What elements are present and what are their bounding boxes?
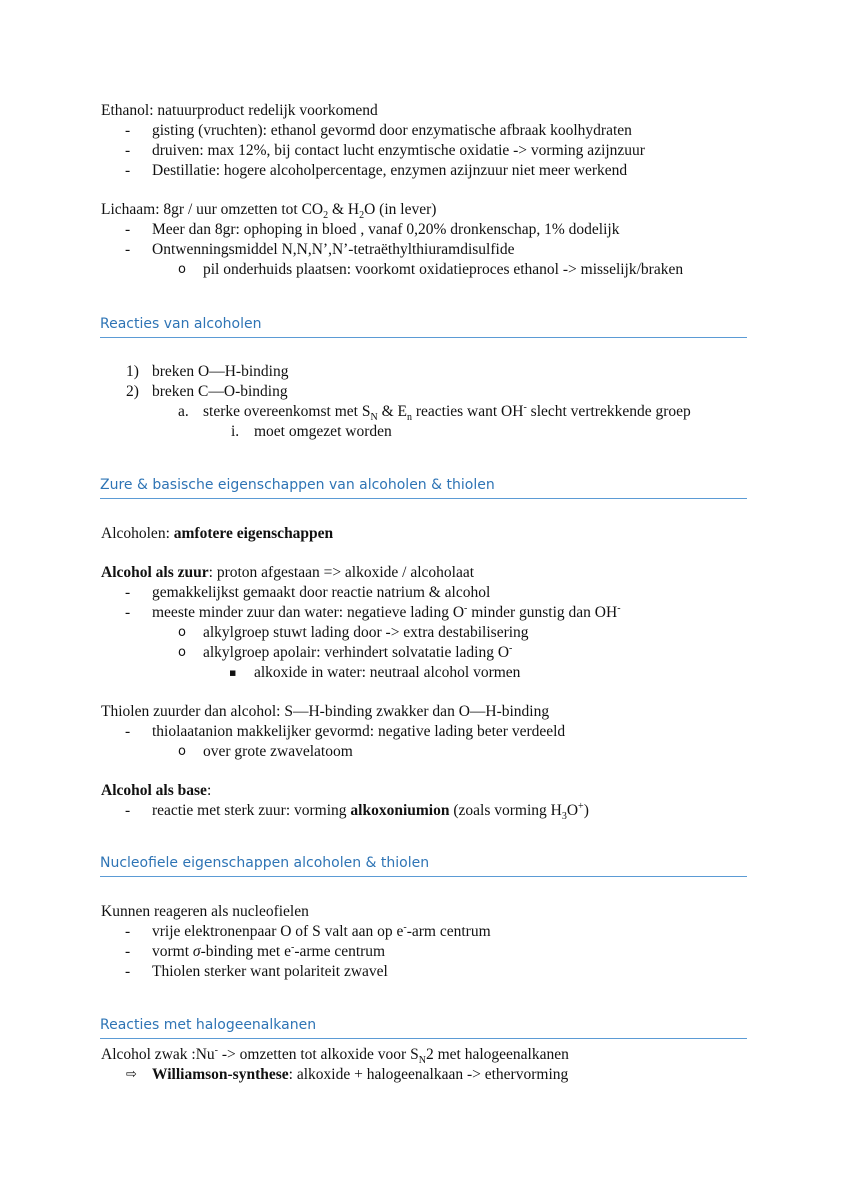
list-roman: i. — [231, 423, 240, 440]
bullet-circle: o — [178, 262, 186, 277]
ethanol-title: Ethanol: natuurproduct redelijk voorkomend — [101, 102, 378, 119]
bullet-dash: - — [125, 963, 131, 980]
lichaam-title: Lichaam: 8gr / uur omzetten tot $CO_2$ & $H_2O$ (in lever) — [101, 201, 437, 222]
lichaam-subitem-1: pil onderhuids plaatsen: voorkomt oxidatieproces ethanol -> misselijk/braken — [203, 261, 684, 278]
zuur-subitem-1: alkylgroep stuwt lading door -> extra destabilisering — [203, 624, 529, 641]
reacties-subsubitem-i: moet omgezet worden — [254, 423, 392, 440]
lichaam-item-1: Meer dan 8gr: ophoping in bloed , vanaf 0,20% dronkenschap, 1% dodelijk — [152, 221, 620, 238]
list-number: 1) — [126, 363, 139, 380]
bullet-dash: - — [125, 122, 131, 139]
ethanol-item-2: druiven: max 12%, bij contact lucht enzymtische oxidatie -> vorming azijnzuur — [152, 142, 645, 159]
list-letter: a. — [178, 403, 189, 420]
bullet-dash: - — [125, 584, 131, 601]
bullet-square: ▪ — [229, 666, 237, 679]
bullet-dash: - — [125, 162, 131, 179]
reacties-item-2: breken C—O-binding — [152, 383, 288, 400]
nucleofiel-item-2: vormt σ-binding met e--arme centrum — [152, 941, 386, 960]
arrow-bullet-icon: ⇨ — [126, 1067, 137, 1082]
ethanol-item-3: Destillatie: hogere alcoholpercentage, enzymen azijnzuur niet meer werkend — [152, 162, 628, 179]
zuur-subitem-2: alkylgroep apolair: verhindert solvatatie lading O- — [203, 642, 513, 661]
section-heading-halogeenalkanen: Reacties met halogeenalkanen — [100, 1015, 747, 1039]
zuur-item-1: gemakkelijkst gemaakt door reactie natrium & alcohol — [152, 584, 491, 601]
bullet-dash: - — [125, 604, 131, 621]
section-heading-nucleofiele: Nucleofiele eigenschappen alcoholen & thiolen — [100, 853, 747, 877]
reacties-subitem-a: sterke overeenkomst met $S_N$ & $E_n$ reacties want OH- slecht vertrekkende groep — [203, 401, 691, 424]
nucleofiel-intro: Kunnen reageren als nucleofielen — [101, 903, 309, 920]
section-heading-reacties: Reacties van alcoholen — [100, 314, 747, 338]
thiolen-item-1: thiolaatanion makkelijker gevormd: negative lading beter verdeeld — [152, 723, 566, 740]
alcohol-als-zuur-title: Alcohol als zuur: proton afgestaan => alkoxide / alcoholaat — [101, 564, 475, 581]
bullet-dash: - — [125, 241, 131, 258]
alcohol-als-base-title: Alcohol als base: — [101, 782, 212, 799]
list-number: 2) — [126, 383, 139, 400]
lichaam-item-2: Ontwenningsmiddel N,N,N’,N’-tetraëthylthiuramdisulfide — [152, 241, 515, 258]
bullet-dash: - — [125, 723, 131, 740]
bullet-circle: o — [178, 744, 186, 759]
halogeen-line: Alcohol zwak :Nu- -> omzetten tot alkoxide voor $S_N2$ met halogeenalkanen — [101, 1044, 569, 1067]
alcoholen-intro: Alcoholen: amfotere eigenschappen — [101, 525, 334, 542]
bullet-dash: - — [125, 943, 131, 960]
section-heading-zure-basische: Zure & basische eigenschappen van alcoholen & thiolen — [100, 475, 747, 499]
bullet-circle: o — [178, 645, 186, 660]
bullet-dash: - — [125, 142, 131, 159]
bullet-dash: - — [125, 923, 131, 940]
nucleofiel-item-3: Thiolen sterker want polariteit zwavel — [152, 963, 388, 980]
bullet-dash: - — [125, 221, 131, 238]
ethanol-item-1: gisting (vruchten): ethanol gevormd door enzymatische afbraak koolhydraten — [152, 122, 632, 139]
bullet-circle: o — [178, 625, 186, 640]
nucleofiel-item-1: vrije elektronenpaar O of S valt aan op e--arm centrum — [152, 921, 491, 940]
zuur-subsubitem: alkoxide in water: neutraal alcohol vormen — [254, 664, 521, 681]
bullet-dash: - — [125, 802, 131, 819]
zuur-item-2: meeste minder zuur dan water: negatieve lading O- minder gunstig dan OH- — [152, 602, 621, 621]
reacties-item-1: breken O—H-binding — [152, 363, 289, 380]
thiolen-subitem-1: over grote zwavelatoom — [203, 743, 353, 760]
thiolen-title: Thiolen zuurder dan alcohol: S—H-binding zwakker dan O—H-binding — [101, 703, 550, 720]
base-item-1: reactie met sterk zuur: vorming alkoxoniumion (zoals vorming $H_3O^+$) — [152, 800, 589, 823]
williamson-line: Williamson-synthese: alkoxide + halogeenalkaan -> ethervorming — [152, 1066, 569, 1083]
